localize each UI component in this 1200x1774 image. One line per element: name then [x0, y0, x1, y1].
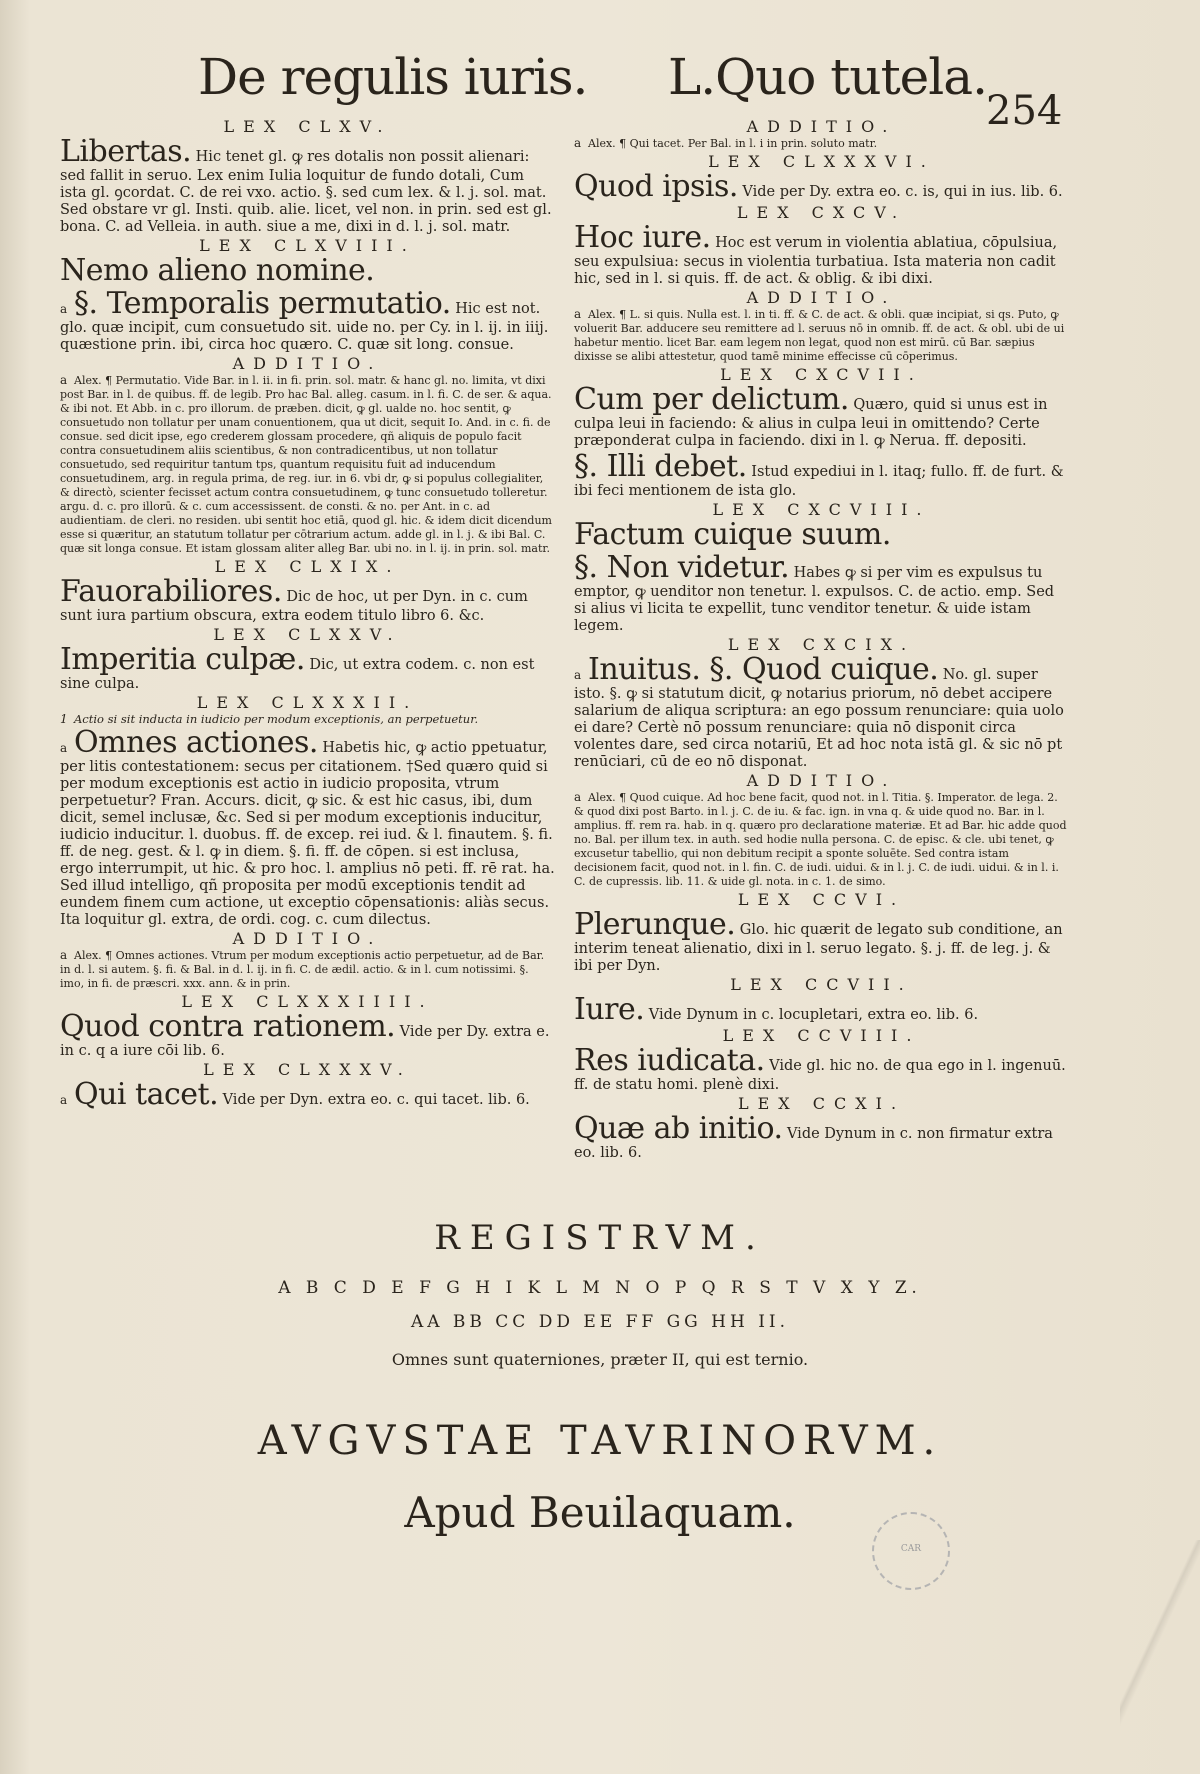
- gloss-entry: [574, 384, 1069, 450]
- gloss-entry: [574, 909, 1069, 975]
- gloss-text: Dic, ut extra codem. c. non est sine culpa.: [60, 657, 535, 692]
- right-column: [574, 118, 1069, 1163]
- lex-heading: LEX CCVII.: [730, 975, 913, 994]
- register-title: REGISTRVM.: [434, 1218, 766, 1258]
- marginal-mark: a: [60, 373, 68, 387]
- lex-heading: ADDITIO.: [746, 117, 897, 136]
- gloss-text: Dic de hoc, ut per Dyn. in c. cum sunt iura partium obscura, extra eodem titulo libro 6. &c.: [60, 589, 528, 624]
- gloss-text: Hoc est verum in violentia ablatiua, cōpulsiua, seu expulsiua: secus in violentia turbatiua. Ista materia non cadit hic, sed in l. si quis. ff. de act. & oblig. & ibi dixi.: [574, 235, 1058, 287]
- lex-heading: LEX CLXXXV.: [203, 1060, 412, 1079]
- gloss-entry: [574, 1113, 1069, 1162]
- marginal-mark: a: [574, 136, 582, 150]
- additio-note: [574, 307, 1069, 364]
- additio-text: Alex. ¶ L. si quis. Nulla est. l. in ti. ff. & C. de act. & obli. quæ incipiat, si qs. Puto, ꝙ voluerit Bar. adducere seu remittere ad l. seruus nō in omnib. ff. de act. & obl. ubi de ui habetur mentio. licet Bar. eam legem non legat, quod non est mirū. cū Bar. sæpius dixisse se alibi attestetur, quod tamē minime effecisse cū cōperimus.: [574, 308, 1065, 363]
- gloss-text: Vide Dynum in c. locupletari, extra eo. lib. 6.: [648, 1007, 979, 1023]
- lex-heading: LEX CLXXXIIII.: [181, 992, 434, 1011]
- lex-heading: LEX CCVIII.: [722, 1026, 921, 1045]
- lemma: §. Non videtur.: [574, 550, 790, 585]
- gloss-text: Hic est not. glo. quæ incipit, cum consuetudo sit. uide no. per Cy. in l. ij. in iiij. quæstione prin. ibi, circa hoc quæro. C. quæ sit long. consue.: [60, 301, 549, 353]
- lex-heading: LEX CLXVIII.: [199, 236, 416, 255]
- gloss-entry: [60, 1011, 555, 1060]
- register-letters-single: A B C D E F G H I K L M N O P Q R S T V X Y Z.: [278, 1278, 922, 1298]
- gloss-text: No. gl. super isto. §. ꝙ si statutum dicit, ꝙ notarius priorum, nō debet accipere salarium de aliqua scriptura: an ego possum renunciare: quia uolo ei dare? Certè nō possum renunciare: quia nō disponit circa volentes dare, sed circa notariū, Et ad hoc nota istā gl. & sic nō pt renūciari, cū de eo nō disponat.: [574, 667, 1064, 770]
- additio-text: Alex. ¶ Omnes actiones. Vtrum per modum exceptionis actio perpetuetur, ad de Bar. in d. l. si autem. §. fi. & Bal. in d. l. ij. in fi. C. de ædil. actio. & in l. cum notissimi. §. imo, in fi. de præscri. xxx. ann. & in prin.: [60, 949, 545, 990]
- gloss-text: Vide per Dy. extra e. in c. q a iure cōi lib. 6.: [60, 1024, 550, 1059]
- gloss-text: Habetis hic, ꝙ actio ppetuatur, per litis contestationem: secus per citationem. †Sed quæro quid si per modum exceptionis est actio in iudicio proposita, vtrum perpetuetur? Fran. Accurs. dicit, ꝙ sic. & est hic casus, ibi, dum dicit, semel inclusæ, &c. Sed si per modum exceptionis inducitur, iudicio inducitur. l. duobus. ff. de excep. rei iud. & l. finautem. §. fi. ff. de neg. gest. & l. ꝙ in diem. §. fi. ff. de cōpen. si est inclusa, ergo interrumpit, ut hic. & pro hoc. l. amplius nō peti. ff. rē rat. ha. Sed illud intelligo, qñ proposita per modū exceptionis tendit ad eundem finem cum actione, ut exceptio cōpensationis: aliàs secus. Ita loquitur gl. extra, de ordi. cog. c. cum dilectus.: [60, 740, 555, 928]
- marginal-mark: 1: [60, 712, 68, 726]
- lex-heading: LEX CXCIX.: [727, 635, 916, 654]
- marginal-mark: a: [574, 307, 582, 321]
- lemma: Iure.: [574, 992, 645, 1027]
- running-head-right: L.Quo tutela.: [668, 48, 987, 106]
- lex-heading: LEX CXCV.: [736, 203, 907, 222]
- left-column: [60, 118, 555, 1112]
- lemma: Quod contra rationem.: [60, 1009, 396, 1044]
- lemma: §. Illi debet.: [574, 449, 747, 484]
- additio-note: [60, 948, 555, 991]
- lemma: Omnes actiones.: [74, 725, 318, 760]
- gloss-text: Vide gl. hic no. de qua ego in l. ingenuū. ff. de statu homi. plenè dixi.: [574, 1058, 1066, 1093]
- lemma: Res iudicata.: [574, 1043, 765, 1078]
- gloss-text: Istud expediui in l. itaq; fullo. ff. de furt. & ibi feci mentionem de ista glo.: [574, 464, 1064, 499]
- gloss-entry: [574, 994, 1069, 1026]
- lemma: Hoc iure.: [574, 220, 711, 255]
- additio-text: Alex. ¶ Quod cuique. Ad hoc bene facit, quod not. in l. Titia. §. Imperator. de lega. 2. & quod dixi post Barto. in l. j. C. de iu. & fac. ign. in vna q. & uide quod no. Bar. in l. amplius. ff. rem ra. hab. in q. quæro pro declaratione materiæ. Et ad Bar. hic adde quod no. Bal. per illum tex. in auth. sed hodie nulla persona. C. de episc. & cle. ubi tenet, ꝙ excusetur tabellio, qui non debitum recipit a sponte soluēte. Sed contra istam decisionem facit, quod not. in l. fin. C. de iudi. uidui. & in l. j. C. de iudi. uidui. & in l. i. C. de cupressis. lib. 11. & uide gl. nota. in c. 1. de simo.: [574, 791, 1067, 888]
- gloss-entry: [574, 451, 1069, 500]
- lex-heading: LEX CLXXXVI.: [708, 152, 935, 171]
- gloss-entry: [60, 255, 555, 287]
- additio-text: Alex. ¶ Qui tacet. Per Bal. in l. i in prin. soluto matr.: [588, 137, 878, 150]
- marginal-mark: a: [60, 302, 68, 316]
- lemma: Qui tacet.: [74, 1077, 219, 1112]
- lex-heading: ADDITIO.: [232, 929, 383, 948]
- gloss-entry: [574, 171, 1069, 203]
- lex-heading: LEX CLXV.: [223, 117, 392, 136]
- additio-note: [574, 136, 1069, 151]
- lemma: Inuitus. §. Quod cuique.: [588, 652, 939, 687]
- register-letters-double: AA BB CC DD EE FF GG HH II.: [410, 1312, 790, 1332]
- gloss-entry: [60, 576, 555, 625]
- gloss-text: Glo. hic quærit de legato sub conditione, an interim teneat alienatio, dixi in l. seruo legato. §. j. ff. de leg. j. & ibi per Dyn.: [574, 922, 1063, 974]
- lex-heading: ADDITIO.: [746, 288, 897, 307]
- register-note: Omnes sunt quaterniones, præter II, qui est ternio.: [391, 1350, 809, 1369]
- running-head-left: De regulis iuris.: [198, 48, 588, 106]
- gloss-text: Vide per Dyn. extra eo. c. qui tacet. lib. 6.: [222, 1092, 530, 1108]
- lemma: Imperitia culpæ.: [60, 642, 305, 677]
- gloss-text: Hic tenet gl. ꝙ res dotalis non possit alienari: sed fallit in seruo. Lex enim Iulia loquitur de fundo dotali, Cum ista gl. ꝯcordat. C. de rei vxo. actio. §. sed cum lex. & l. j. sol. mat. Sed obstare vr gl. Insti. quib. alie. licet, vel non. in prin. sed est gl. bona. C. ad Velleia. in auth. siue a me, dixi in d. l. j. sol. matr.: [60, 149, 552, 235]
- gloss-entry: [60, 136, 555, 236]
- gloss-text: Habes ꝙ si per vim es expulsus tu emptor, ꝙ uenditor non tenetur. l. expulsos. C. de actio. emp. Sed si alius vi licita te expellit, tunc venditor tenetur. & uide istam legem.: [574, 565, 1055, 634]
- paper-fold: [1120, 1540, 1200, 1774]
- page-number: 254: [986, 88, 1063, 134]
- lex-heading: LEX CLXXV.: [213, 625, 402, 644]
- gloss-entry: [574, 222, 1069, 288]
- gloss-text: Quæro, quid si unus est in culpa leui in faciendo: & alius in culpa leui in omittendo? Certe præponderat culpa in faciendo. dixi in l. ꝙ Nerua. ff. depositi.: [574, 397, 1048, 449]
- additio-text: Alex. ¶ Permutatio. Vide Bar. in l. ii. in fi. prin. sol. matr. & hanc gl. no. limita, vt dixi post Bar. in l. de quibus. ff. de legib. Pro hac Bal. alleg. casum. in l. fi. C. de ser. & aqua. & ibi not. Et Abb. in c. pro illorum. de præben. dicit, ꝙ gl. ualde no. hoc sentit, ꝙ consuetudo non tollatur per unam conuentionem, qua ut dicit, sequit Io. And. in c. fi. de consue. sed dicit ipse, ego crederem glossam procedere, qñ aliquis de populo facit contra consuetudinem aliis scientibus, & non contradicentibus, ut non tollatur consuetudo, sed requiritur tantum tps, quantum requisitu fuit ad inducendum consuetudinem, arg. in regula prima, de reg. iur. in 6. vbi dr, ꝙ si populus collegialiter, & directò, scienter fecisset actum contra consuetudinem, ꝙ tunc consuetudo tolleretur. argu. d. c. pro illorū. & c. cum accessissent. de consti. & no. per Ant. in c. ad audientiam. de cleri. no residen. ubi sentit hoc etiā, quod gl. hic. & idem dicit dicendum esse si quæritur, an statutum tollatur per cōtrarium actum. adde gl. in l. j. & ibi Bal. C. quæ sit longa consue. Et istam glossam aliter alleg Bar. ubi no. in l. ij. in prin. sol. matr.: [60, 374, 552, 555]
- lex-heading: LEX CCXI.: [737, 1094, 906, 1113]
- lex-heading: LEX CCVI.: [737, 890, 906, 909]
- lemma: Plerunque.: [574, 907, 736, 942]
- imprint-printer: Apud Beuilaquam.: [404, 1488, 796, 1537]
- marginal-mark: a: [60, 741, 68, 755]
- rubric-text: Actio si sit inducta in iudicio per modum exceptionis, an perpetuetur.: [74, 712, 479, 726]
- gloss-entry: [60, 288, 555, 354]
- lemma: Nemo alieno nomine.: [60, 253, 375, 288]
- lemma: Factum cuique suum.: [574, 517, 891, 552]
- gloss-text: Vide per Dy. extra eo. c. is, qui in ius. lib. 6.: [742, 184, 1063, 200]
- lex-heading: ADDITIO.: [746, 771, 897, 790]
- marginal-mark: a: [60, 948, 68, 962]
- lemma: Cum per delictum.: [574, 382, 849, 417]
- gloss-entry: [574, 1045, 1069, 1094]
- library-stamp: CAR: [872, 1512, 950, 1590]
- lex-heading: LEX CXCVIII.: [712, 500, 931, 519]
- marginal-mark: a: [60, 1093, 68, 1107]
- gloss-entry: [574, 552, 1069, 635]
- gloss-entry: [574, 654, 1069, 771]
- lemma: Quæ ab initio.: [574, 1111, 783, 1146]
- lex-heading: LEX CLXIX.: [214, 557, 401, 576]
- gloss-entry: [574, 519, 1069, 551]
- lemma: §. Temporalis permutatio.: [74, 286, 451, 321]
- lex-heading: LEX CXCVII.: [720, 365, 923, 384]
- lemma: Fauorabiliores.: [60, 574, 282, 609]
- additio-note: [60, 373, 555, 556]
- marginal-mark: a: [574, 668, 582, 682]
- lex-heading: LEX CLXXXII.: [196, 693, 419, 712]
- additio-note: [574, 790, 1069, 889]
- gloss-entry: [60, 1079, 555, 1111]
- imprint-city: AVGVSTAE TAVRINORVM.: [257, 1418, 943, 1464]
- marginal-mark: a: [574, 790, 582, 804]
- gloss-entry: [60, 644, 555, 693]
- lemma: Quod ipsis.: [574, 169, 738, 204]
- gloss-text: Vide Dynum in c. non firmatur extra eo. lib. 6.: [574, 1126, 1053, 1161]
- gloss-entry: [60, 727, 555, 929]
- lex-heading: ADDITIO.: [232, 354, 383, 373]
- lemma: Libertas.: [60, 134, 192, 169]
